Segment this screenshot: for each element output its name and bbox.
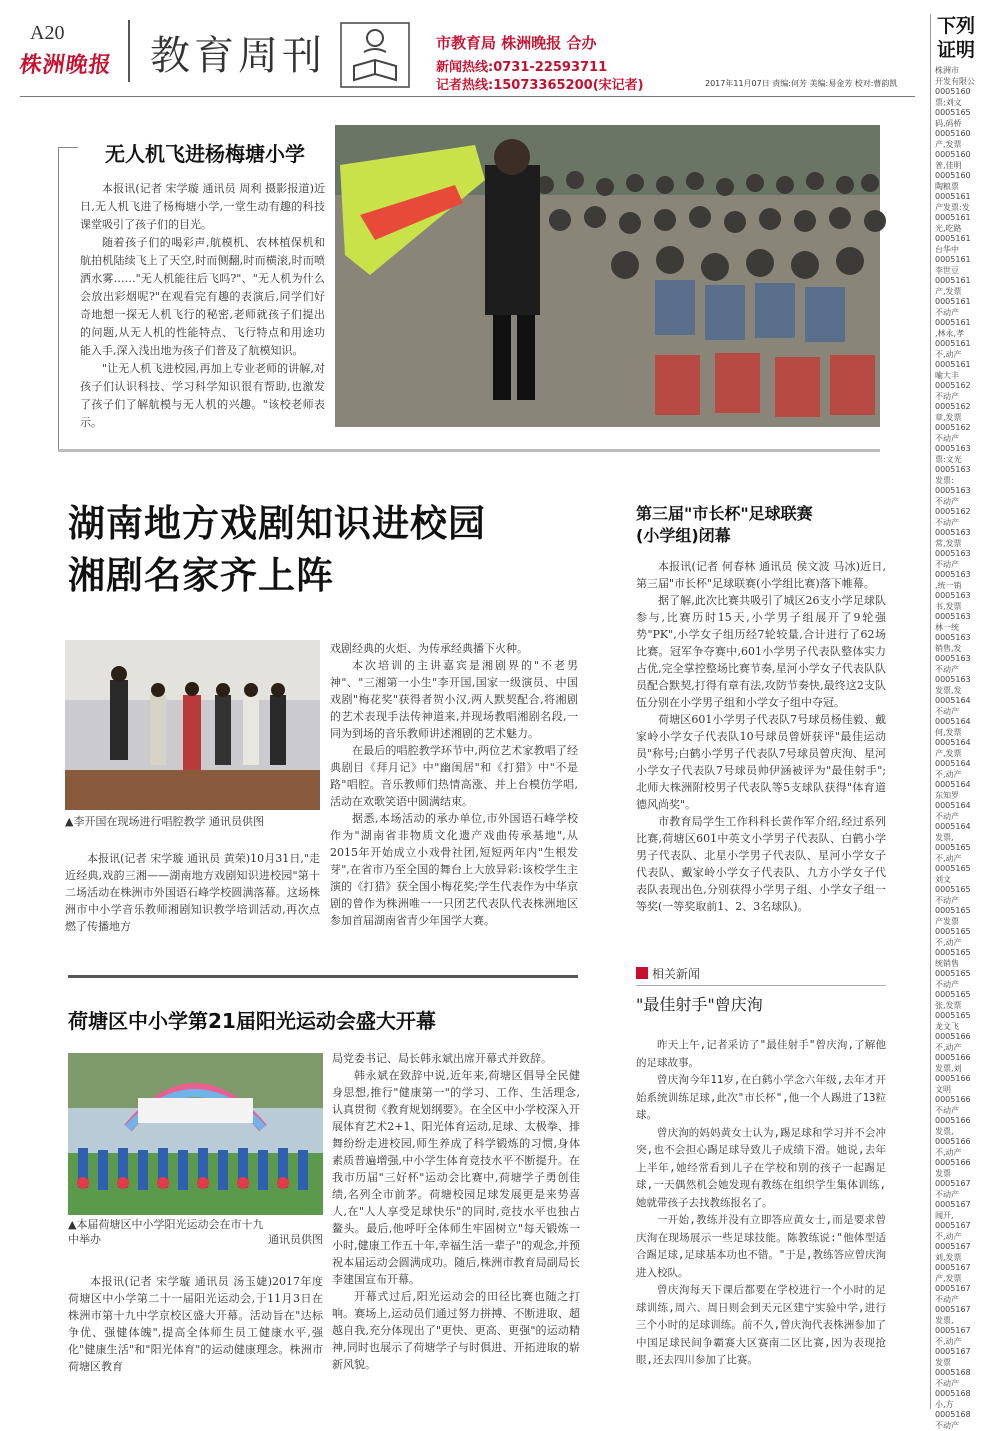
edge-text-line: 不动产 xyxy=(931,497,986,508)
paragraph: 市教育局学生工作科科长黄作军介绍,经过系列比赛,荷塘区601中英文小学男子代表队、白鹤小学男子代表队、北星小学男子代表队、星河小学女子代表队、戴家岭小学女子代表队、九方小学女子代表队表现出色,分别获得小学男子组、小学女子组一等奖(一等奖取前1、2、3名球队)。 xyxy=(636,813,886,915)
paragraph: 据悉,本场活动的承办单位,市外国语石峰学校作为"湖南省非物质文化遗产戏曲传承基地",从2015年开始成立小戏骨社团,短短两年内"生根发芽",在省市乃至全国的舞台上大放异彩:该校学生主演的《打猎》获全国小梅花奖;学生代表作为中华京剧的曾作为株洲唯一一只团艺代表队代表株洲地区参加首届湖南省青少年国学大赛。 xyxy=(330,810,578,929)
masthead-divider xyxy=(128,20,130,82)
edge-text-line: 0005161 xyxy=(931,297,986,308)
paragraph: 本报讯(记者 宋学璇 通讯员 汤玉婕)2017年度荷塘区中小学第二十一届阳光运动会,于11月3日在株洲市第十九中学京校区盛大开幕。活动旨在"达标争优、强健体魄",提高全体师生员工健康水平,强化"健康生活"和"阳光体育"的运动健康理念。株洲市荷塘区教育 xyxy=(68,1273,323,1375)
paragraph: 曾庆洵的妈妈黄女士认为,踢足球和学习并不会冲突,也不会担心踢足球导致儿子成绩下滑。她说,去年上半年,她经常看到儿子在学校和别的孩子一起踢足球,一天偶然机会她发现有教练在组织学生集体训练,她就带孩子去找教练报名了。 xyxy=(636,1125,886,1213)
edge-text-line: 0005166 xyxy=(931,1158,986,1169)
edge-text-line: 发票 xyxy=(931,1358,986,1369)
edge-text-line: 不,动产 xyxy=(931,1148,986,1159)
sports-meet-body-right xyxy=(332,1050,580,1373)
edge-heading-line: 下列 xyxy=(931,14,986,38)
edge-text-line: 0005167 xyxy=(931,1179,986,1190)
edge-text-line: 0005165 xyxy=(931,990,986,1001)
edge-text-line: 0005167 xyxy=(931,1221,986,1232)
edge-text-line: 不动产 xyxy=(931,665,986,676)
edge-text-line: 0005162 xyxy=(931,423,986,434)
drone-headline: 无人机飞进杨梅塘小学 xyxy=(105,138,305,167)
edge-text-line: 不动产 xyxy=(931,1190,986,1201)
edge-text-line: 0005161 xyxy=(931,360,986,371)
edge-text-line: 不动产 xyxy=(931,707,986,718)
edge-text-line: 章,发票 xyxy=(931,413,986,424)
caption-line: ▲本届荷塘区中小学阳光运动会在市十九 xyxy=(68,1217,323,1232)
edge-text-line: 0005167 xyxy=(931,1263,986,1274)
edge-text-line: 不,动产 xyxy=(931,350,986,361)
related-news-headline: "最佳射手"曾庆洵 xyxy=(636,992,763,1015)
paragraph: 本报讯(记者 宋学璇 通讯员 黄荣)10月31日,"走近经典,戏韵三湘——湖南地方戏剧知识进校园"第十二场活动在株洲市外国语石峰学校圆满落幕。这场株洲市中小学音乐教师湘剧知识教学培训活动,再次点燃了传播地方 xyxy=(65,850,320,935)
edge-text-line: 0005160 xyxy=(931,171,986,182)
edge-text-line: 不动产 xyxy=(931,1295,986,1306)
edge-text-line: 发票, xyxy=(931,1127,986,1138)
edge-text-line: 0005163 xyxy=(931,570,986,581)
edge-text-line: 喻大丰 xyxy=(931,371,986,382)
edge-text-line: 0005164 xyxy=(931,696,986,707)
edge-text-line: 不动产 xyxy=(931,1106,986,1117)
paragraph: 开幕式过后,阳光运动会的田径比赛也随之打响。赛场上,运动员们通过努力拼搏、不断进取、超越自我,充分体现出了"更快、更高、更强"的运动精神,同时也展示了荷塘学子与时俱进、开拓进取的崭新风貌。 xyxy=(332,1288,580,1373)
edge-text-line: 不动产 xyxy=(931,896,986,907)
section-divider xyxy=(68,975,578,978)
edge-text-line: 0005167 xyxy=(931,1305,986,1316)
edge-text-line: 0005168 xyxy=(931,1389,986,1400)
paragraph: 韩永斌在致辞中说,近年来,荷塘区倡导全民健身思想,推行"健康第一"的学习、工作、生活理念,认真贯彻《教育规划纲要》。在全区中小学校深入开展体育艺术2+1、阳光体育运动,足球、太极拳、排舞纷纷走进校园,师生养成了科学锻炼的习惯,身体素质普遍增强,中小学生体育竞技水平不断提升。在我市历届"三好杯"运动会比赛中,荷塘学子勇创佳绩,名列全市前茅。荷塘校园足球发展更是来势喜人,在"人人享受足球快乐"的同时,竞技水平也独占鳌头。最后,他呼吁全体师生牢固树立"每天锻炼一小时,健康工作五十年,幸福生活一辈子"的观念,并预祝本届运动会圆满成功。随后,株洲市教育局副局长李建国宣布开幕。 xyxy=(332,1067,580,1288)
edge-text-line: 0005165 xyxy=(931,927,986,938)
edge-text-line: 0005161 xyxy=(931,339,986,350)
edge-text-line: 0005161 xyxy=(931,318,986,329)
edge-text-line: 林一统 xyxy=(931,623,986,634)
edge-text-line: 0005168 xyxy=(931,1410,986,1421)
edge-text-line: 0005165 xyxy=(931,885,986,896)
paragraph: 在最后的唱腔教学环节中,两位艺术家教唱了经典剧目《拜月记》中"幽闺居"和《打猎》中"不是路"唱腔。音乐教师们热情高涨、并上台模仿学唱,活动在欢歌笑语中圆满结束。 xyxy=(330,742,578,810)
edge-heading-line: 证明 xyxy=(931,38,986,62)
page-number: A20 xyxy=(30,22,64,45)
edge-text-line: 销售,发 xyxy=(931,644,986,655)
edge-text-line: 0005166 xyxy=(931,1074,986,1085)
masthead-rule xyxy=(20,96,915,97)
headline-line: (小学组)闭幕 xyxy=(636,525,813,547)
edge-text-line: 株洲市 xyxy=(931,66,986,77)
edge-text-line: 0005165 xyxy=(931,969,986,980)
edge-text-line: 0005165 xyxy=(931,864,986,875)
opera-body-left xyxy=(65,850,320,935)
edge-text-line: 0005164 xyxy=(931,801,986,812)
news-hotline: 新闻热线:0731-22593711 xyxy=(436,56,607,75)
edge-text-line: ,林永,孝 xyxy=(931,329,986,340)
edge-text-line: 0005163 xyxy=(931,465,986,476)
related-news-label: 相关新闻 xyxy=(652,965,700,982)
drone-photo xyxy=(335,125,880,427)
edge-text-line: 普,佳明 xyxy=(931,161,986,172)
related-news-rule xyxy=(636,985,886,986)
edge-text-line: 发票,刘 xyxy=(931,1064,986,1075)
related-news-icon xyxy=(636,967,648,979)
edge-text-line: 0005168 xyxy=(931,1368,986,1379)
edge-text-line: 0005166 xyxy=(931,1095,986,1106)
edge-text-line: 0005163 xyxy=(931,633,986,644)
photo-caption xyxy=(68,1217,323,1247)
edge-text-line: 码,码桥 xyxy=(931,119,986,130)
paragraph: 戏剧经典的火炬、为传承经典播下火种。 xyxy=(330,640,578,657)
edge-text-line: 张,发票 xyxy=(931,1001,986,1012)
edge-text-line: 0005161 xyxy=(931,213,986,224)
edge-text-line: 0005164 xyxy=(931,822,986,833)
drone-frame xyxy=(58,147,59,450)
edge-text-line: 不动产 xyxy=(931,518,986,529)
organizers: 市教育局 株洲晚报 合办 xyxy=(436,32,596,53)
edge-text-line: 0005164 xyxy=(931,717,986,728)
edge-text-line: 0005163 xyxy=(931,675,986,686)
edge-text-line: 0005162 xyxy=(931,402,986,413)
edge-text-line: 0005167 xyxy=(931,1200,986,1211)
edge-text-line: 不动产 xyxy=(931,980,986,991)
edge-text-line: 产发票:发 xyxy=(931,203,986,214)
paragraph: 曾庆洵每天下课后都要在学校进行一个小时的足球训练,周六、周日则会到天元区建宁实验中学,进行三个小时的足球训练。前不久,曾庆洵代表株洲参加了中国足球民间争霸赛大区赛南二区比赛,因为表现抢眼,还去四川参加了比赛。 xyxy=(636,1282,886,1370)
edge-text-line: 不,动产 xyxy=(931,1232,986,1243)
edge-text-line: 0005161 xyxy=(931,255,986,266)
related-news-body xyxy=(636,1037,886,1370)
edge-text-line: 不动产 xyxy=(931,392,986,403)
paragraph: 据了解,此次比赛共吸引了城区26支小学足球队参与,比赛历时15天,小学男子组展开了9轮强势"PK",小学女子组历经7轮较量,合计进行了62场比赛。冠军争夺赛中,601小学男子代表队整体实力占优,完全掌控整场比赛节奏,星河小学女子代表队队员配合默契,打得有章有法,攻防节奏快,最终这2支队伍分别在小学男子组和小学女子组中夺冠。 xyxy=(636,592,886,711)
edge-text-line: 开发有限公 xyxy=(931,77,986,88)
opera-body-right xyxy=(330,640,578,929)
reading-person-icon xyxy=(340,22,410,88)
edge-text-line: 常,发票 xyxy=(931,539,986,550)
paragraph: 随着孩子们的喝彩声,航模机、农林植保机和航拍机陆续飞上了天空,时而侧翻,时而横滚,时而喷洒水雾……"无人机能往后飞吗?"、"无人机为什么会放出彩烟呢?"在观看完有趣的表演后,同学们好奇地想一探无人机飞行的秘密,老师就孩子们提出的问题,从无人机的性能特点、飞行特点和用途功能入手,深入浅出地为孩子们普及了航模知识。 xyxy=(80,234,325,360)
issue-info: 2017年11月07日 责编:何芳 美编:易金芳 校对:曹韵凯 xyxy=(705,78,897,89)
headline-line: 湖南地方戏剧知识进校园 xyxy=(68,498,486,550)
edge-text-line: 0005165 xyxy=(931,948,986,959)
newspaper-logo: 株洲晚报 xyxy=(18,48,114,79)
edge-text-line: 不,动产 xyxy=(931,938,986,949)
edge-text-line: 不,动产 xyxy=(931,854,986,865)
reporter-hotline: 记者热线:15073365200(宋记者) xyxy=(436,74,644,93)
edge-text-line: 小,方 xyxy=(931,1400,986,1411)
headline-line: 第三届"市长杯"足球联赛 xyxy=(636,503,813,525)
photo-caption: ▲李开国在现场进行唱腔教学 通讯员供图 xyxy=(65,813,320,829)
paragraph: 本报讯(记者 何春林 通讯员 侯文波 马冰)近日,第三届"市长杯"足球联赛(小学组比赛)落下帷幕。 xyxy=(636,558,886,592)
edge-text-line: 龙文飞 xyxy=(931,1022,986,1033)
edge-text-line: 0005163 xyxy=(931,549,986,560)
sports-meet-headline: 荷塘区中小学第21届阳光运动会盛大开幕 xyxy=(68,1005,436,1034)
edge-text-line: 东知罗 xyxy=(931,791,986,802)
edge-text-line: 闻开, xyxy=(931,1211,986,1222)
edge-text-line: 0005161 xyxy=(931,276,986,287)
edge-text-line: 发票 xyxy=(931,1169,986,1180)
edge-text-line: 0005161 xyxy=(931,234,986,245)
edge-text-line: 文明 xyxy=(931,1085,986,1096)
edge-text-line: 台华中 xyxy=(931,245,986,256)
edge-text-line: 0005163 xyxy=(931,591,986,602)
opera-photo xyxy=(65,640,320,810)
edge-text-line: 发票, xyxy=(931,833,986,844)
edge-text-line: 产,发票 xyxy=(931,1274,986,1285)
edge-text-line: 不动产 xyxy=(931,812,986,823)
paragraph: 局党委书记、局长韩永斌出席开幕式并致辞。 xyxy=(332,1050,580,1067)
edge-text-line: 产,发票 xyxy=(931,287,986,298)
edge-text-line: 票;刘文 xyxy=(931,98,986,109)
edge-text-line: 0005166 xyxy=(931,1137,986,1148)
edge-text-line: 0005166 xyxy=(931,1116,986,1127)
drone-body xyxy=(80,180,325,432)
edge-text-line: 刘文 xyxy=(931,875,986,886)
edge-text-line: 何,发票 xyxy=(931,728,986,739)
edge-text-line: 0005164 xyxy=(931,738,986,749)
edge-text-line: 0005160 xyxy=(931,150,986,161)
edge-text-line: 0005165 xyxy=(931,906,986,917)
edge-text-line: 陶粮票 xyxy=(931,182,986,193)
edge-text-line: 产发票 xyxy=(931,917,986,928)
edge-text-line: 0005163 xyxy=(931,612,986,623)
football-headline xyxy=(636,503,813,547)
drone-frame-top xyxy=(58,147,78,148)
edge-text-line: 产,发票 xyxy=(931,140,986,151)
edge-text-line: 0005164 xyxy=(931,759,986,770)
edge-text-line: 发票,发 xyxy=(931,686,986,697)
edge-text-line: 0005160 xyxy=(931,87,986,98)
paragraph: "让无人机飞进校园,再加上专业老师的讲解,对孩子们认识科技、学习科学知识很有帮助,也激发了孩子们了解航模与无人机的兴趣。"该校老师表示。 xyxy=(80,360,325,432)
edge-text-line: 0005167 xyxy=(931,1284,986,1295)
paragraph: 曾庆洵今年11岁,在白鹤小学念六年级,去年才开始系统训练足球,此次"市长杯",他一个人踢进了13粒球。 xyxy=(636,1072,886,1125)
edge-text-line: 0005164 xyxy=(931,780,986,791)
football-body xyxy=(636,558,886,915)
paragraph: 本报讯(记者 宋学璇 通讯员 周利 摄影报道)近日,无人机飞进了杨梅塘小学,一堂生动有趣的科技课堂吸引了孩子们的目光。 xyxy=(80,180,325,234)
edge-text-line: 不动产 xyxy=(931,1421,986,1431)
edge-text-line: 不动产 xyxy=(931,1379,986,1390)
edge-text-line: 0005165 xyxy=(931,843,986,854)
edge-text-line: ,统一销 xyxy=(931,581,986,592)
caption-line: 中举办 xyxy=(68,1232,101,1247)
edge-text-line: 不动产 xyxy=(931,560,986,571)
edge-text-line: 0005160 xyxy=(931,129,986,140)
edge-text-line: 光,吃路 xyxy=(931,224,986,235)
headline-line: 湘剧名家齐上阵 xyxy=(68,550,486,602)
edge-text-line: 不动产 xyxy=(931,308,986,319)
section-title: 教育周刊 xyxy=(150,24,326,81)
drone-frame-bottom xyxy=(58,449,880,452)
edge-text-line: 产,发票 xyxy=(931,749,986,760)
edge-text-line: 0005166 xyxy=(931,1053,986,1064)
sports-meet-body-left xyxy=(68,1273,323,1375)
edge-text-line: 李世豆 xyxy=(931,266,986,277)
edge-text-line: 0005162 xyxy=(931,507,986,518)
paragraph: 一开始,教练并没有立即答应黄女士,而是要求曾庆洵在现场展示一些足球技能。陈教练说:"他体型适合踢足球,足球基本功也不错。"于是,教练答应曾庆洵进入校队。 xyxy=(636,1212,886,1282)
edge-text-line: 0005163 xyxy=(931,528,986,539)
edge-text-line: 不,动产 xyxy=(931,770,986,781)
edge-text-line: 票:文光 xyxy=(931,455,986,466)
edge-text-line: 0005165 xyxy=(931,1011,986,1022)
edge-text-line: 0005167 xyxy=(931,1347,986,1358)
edge-column xyxy=(930,14,986,1409)
edge-text-line: 0005163 xyxy=(931,654,986,665)
edge-text-line: 0005167 xyxy=(931,1242,986,1253)
edge-text-line: 0005166 xyxy=(931,1032,986,1043)
edge-text-line: 统销售 xyxy=(931,959,986,970)
edge-text-line: 书,发票 xyxy=(931,602,986,613)
edge-text-line: 0005163 xyxy=(931,444,986,455)
edge-text-line: 0005162 xyxy=(931,381,986,392)
edge-text-line: 0005163 xyxy=(931,486,986,497)
edge-text-line: 不,动产 xyxy=(931,1337,986,1348)
edge-text-line: 不,动产 xyxy=(931,1043,986,1054)
opera-headline xyxy=(68,498,486,602)
edge-text-line: 不动产 xyxy=(931,434,986,445)
edge-text-line: 0005167 xyxy=(931,1326,986,1337)
paragraph: 本次培训的主讲嘉宾是湘剧界的"不老男神"、"三湘第一小生"李开国,国家一级演员、中国戏剧"梅花奖"获得者贺小汉,两人默契配合,将湘剧的艺术表现手法传神道来,并现场教唱湘剧名段,一同为到场的音乐教师讲述湘剧的艺术魅力。 xyxy=(330,657,578,742)
edge-text-line: 发票, xyxy=(931,1316,986,1327)
caption-credit: 通讯员供图 xyxy=(268,1232,323,1247)
edge-text-line: 0005165 xyxy=(931,108,986,119)
edge-text-line: 刘,发票 xyxy=(931,1253,986,1264)
paragraph: 荷塘区601小学男子代表队7号球员杨佳毅、戴家岭小学女子代表队10号球员曾妍获评"最佳运动员"称号;白鹤小学男子代表队7号球员曾庆洵、星河小学女子代表队7号球员帅伊涵被评为"最佳射手";北师大株洲附校男子代表队等5支球队获得"体育道德风尚奖"。 xyxy=(636,711,886,813)
edge-text-line: 0005161 xyxy=(931,192,986,203)
sports-meet-photo xyxy=(68,1053,323,1215)
paragraph: 昨天上午,记者采访了"最佳射手"曾庆洵,了解他的足球故事。 xyxy=(636,1037,886,1072)
edge-text-line: 发票: xyxy=(931,476,986,487)
